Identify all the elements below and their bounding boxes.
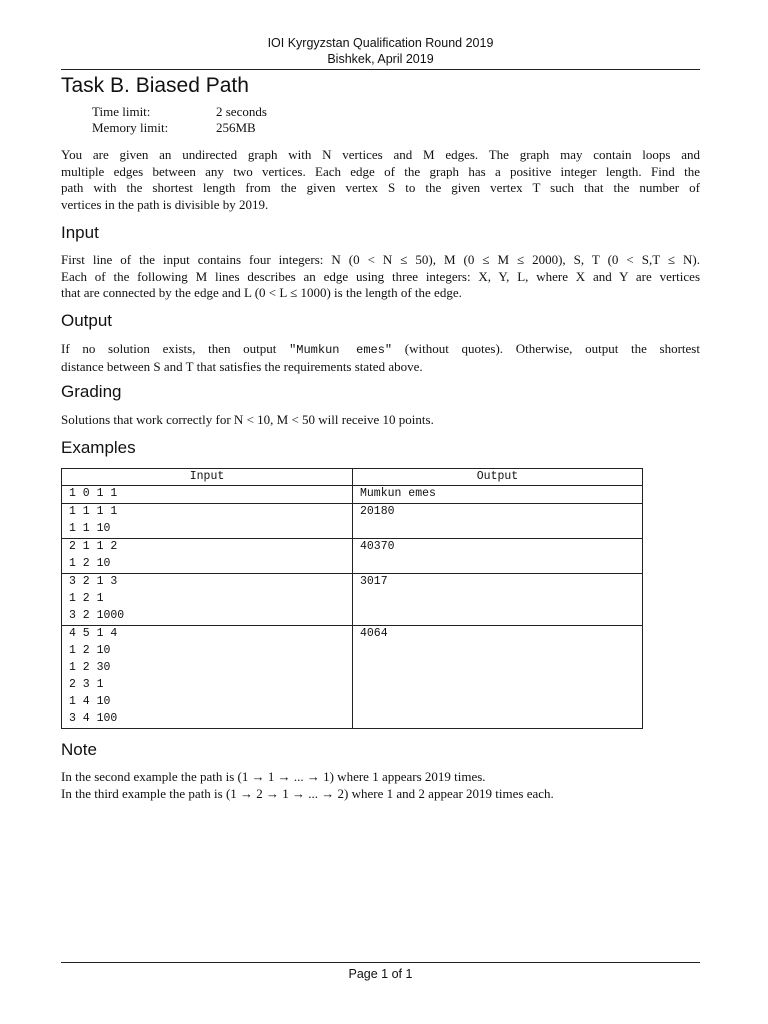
example-input-line: 3 2 1000: [69, 609, 125, 622]
problem-statement: [61, 147, 700, 213]
example-output-cell: [353, 539, 643, 574]
example-output-cell: [353, 574, 643, 626]
input-column-header: Input: [62, 469, 353, 486]
example-output-value: 3017: [360, 575, 388, 588]
input-line: that are connected by the edge and L (0 < L ≤ 1000) is the length of the edge.: [61, 285, 462, 300]
example-output-cell: [353, 626, 643, 729]
time-limit-row: [92, 104, 267, 120]
statement-line: You are given an undirected graph with N vertices and M edges. The graph may contain loops and: [61, 147, 700, 162]
task-title: Task B. Biased Path: [61, 74, 249, 97]
example-input-line: 1 2 1: [69, 592, 104, 605]
example-output-value: 40370: [360, 540, 395, 553]
no-solution-string: "Mumkun emes": [289, 343, 393, 357]
example-input-cell: [62, 486, 353, 504]
example-output-cell: [353, 486, 643, 504]
example-output-cell: [353, 504, 643, 539]
example-output-value: Mumkun emes: [360, 487, 436, 500]
memory-limit-row: [92, 120, 267, 136]
input-heading: Input: [61, 223, 99, 242]
grading-line: Solutions that work correctly for N < 10, M < 50 will receive 10 points.: [61, 412, 434, 427]
example-row: [62, 539, 643, 574]
page-footer: Page 1 of 1: [348, 967, 413, 981]
example-row: [62, 504, 643, 539]
footer-rule: [61, 962, 700, 963]
example-input-cell: [62, 574, 353, 626]
output-description: [61, 341, 700, 375]
examples-heading: Examples: [61, 438, 136, 457]
statement-line: path with the shortest length from the given vertex S to the given vertex T such that the number of: [61, 180, 700, 195]
output-heading: Output: [61, 311, 113, 330]
example-row: [62, 574, 643, 626]
example-input-line: 1 2 30: [69, 661, 111, 674]
output-line: [61, 341, 700, 359]
example-output-value: 20180: [360, 505, 395, 518]
examples-body: [62, 486, 643, 729]
input-description: [61, 252, 700, 302]
statement-line: multiple edges between any two vertices. Each edge of the graph has a positive integer length. Find the: [61, 163, 700, 179]
example-input-cell: [62, 539, 353, 574]
output-line: distance between S and T that satisfies the requirements stated above.: [61, 358, 423, 374]
output-text: If no solution exists, then output: [61, 341, 290, 356]
example-input-line: 4 5 1 4: [69, 627, 118, 640]
example-row: [62, 626, 643, 729]
example-input-cell: [62, 504, 353, 539]
header-competition: IOI Kyrgyzstan Qualification Round 2019: [267, 36, 494, 50]
example-input-line: 3 4 100: [69, 712, 118, 725]
note-line: In the second example the path is (1 → 1 → ... → 1) where 1 appears 2019 times.: [61, 769, 486, 784]
grading-heading: Grading: [61, 382, 122, 401]
note-heading: Note: [61, 740, 97, 759]
output-text: (without quotes). Otherwise, output the shortest: [392, 341, 700, 356]
example-input-line: 1 0 1 1: [69, 487, 118, 500]
grading-description: [61, 412, 700, 429]
example-input-line: 1 1 10: [69, 522, 111, 535]
example-output-value: 4064: [360, 627, 388, 640]
example-input-line: 3 2 1 3: [69, 575, 118, 588]
example-input-cell: [62, 626, 353, 729]
time-limit-value: 2 seconds: [216, 104, 267, 119]
note-description: [61, 769, 700, 802]
examples-header-row: [62, 469, 643, 486]
limits-block: [92, 104, 267, 136]
memory-limit-value: 256MB: [216, 120, 256, 135]
example-row: [62, 486, 643, 504]
input-line: Each of the following M lines describes an edge using three integers: X, Y, L, where X and Y are vertices: [61, 268, 700, 284]
output-column-header: Output: [353, 469, 643, 486]
page-header: [61, 35, 700, 67]
example-input-line: 1 1 1 1: [69, 505, 118, 518]
memory-limit-label: Memory limit:: [92, 120, 169, 135]
note-line: In the third example the path is (1 → 2 → 1 → ... → 2) where 1 and 2 appear 2019 times each.: [61, 785, 554, 801]
header-rule: [61, 69, 700, 70]
example-input-line: 1 4 10: [69, 695, 111, 708]
example-input-line: 1 2 10: [69, 557, 111, 570]
example-input-line: 2 3 1: [69, 678, 104, 691]
example-input-line: 2 1 1 2: [69, 540, 118, 553]
input-line: First line of the input contains four integers: N (0 < N ≤ 50), M (0 ≤ M ≤ 2000), S, T (0 < S,T ≤ N).: [61, 252, 700, 267]
example-input-line: 1 2 10: [69, 644, 111, 657]
header-location-date: Bishkek, April 2019: [327, 52, 434, 66]
examples-table: [61, 468, 643, 729]
statement-line: vertices in the path is divisible by 2019.: [61, 196, 269, 212]
time-limit-label: Time limit:: [92, 104, 151, 119]
